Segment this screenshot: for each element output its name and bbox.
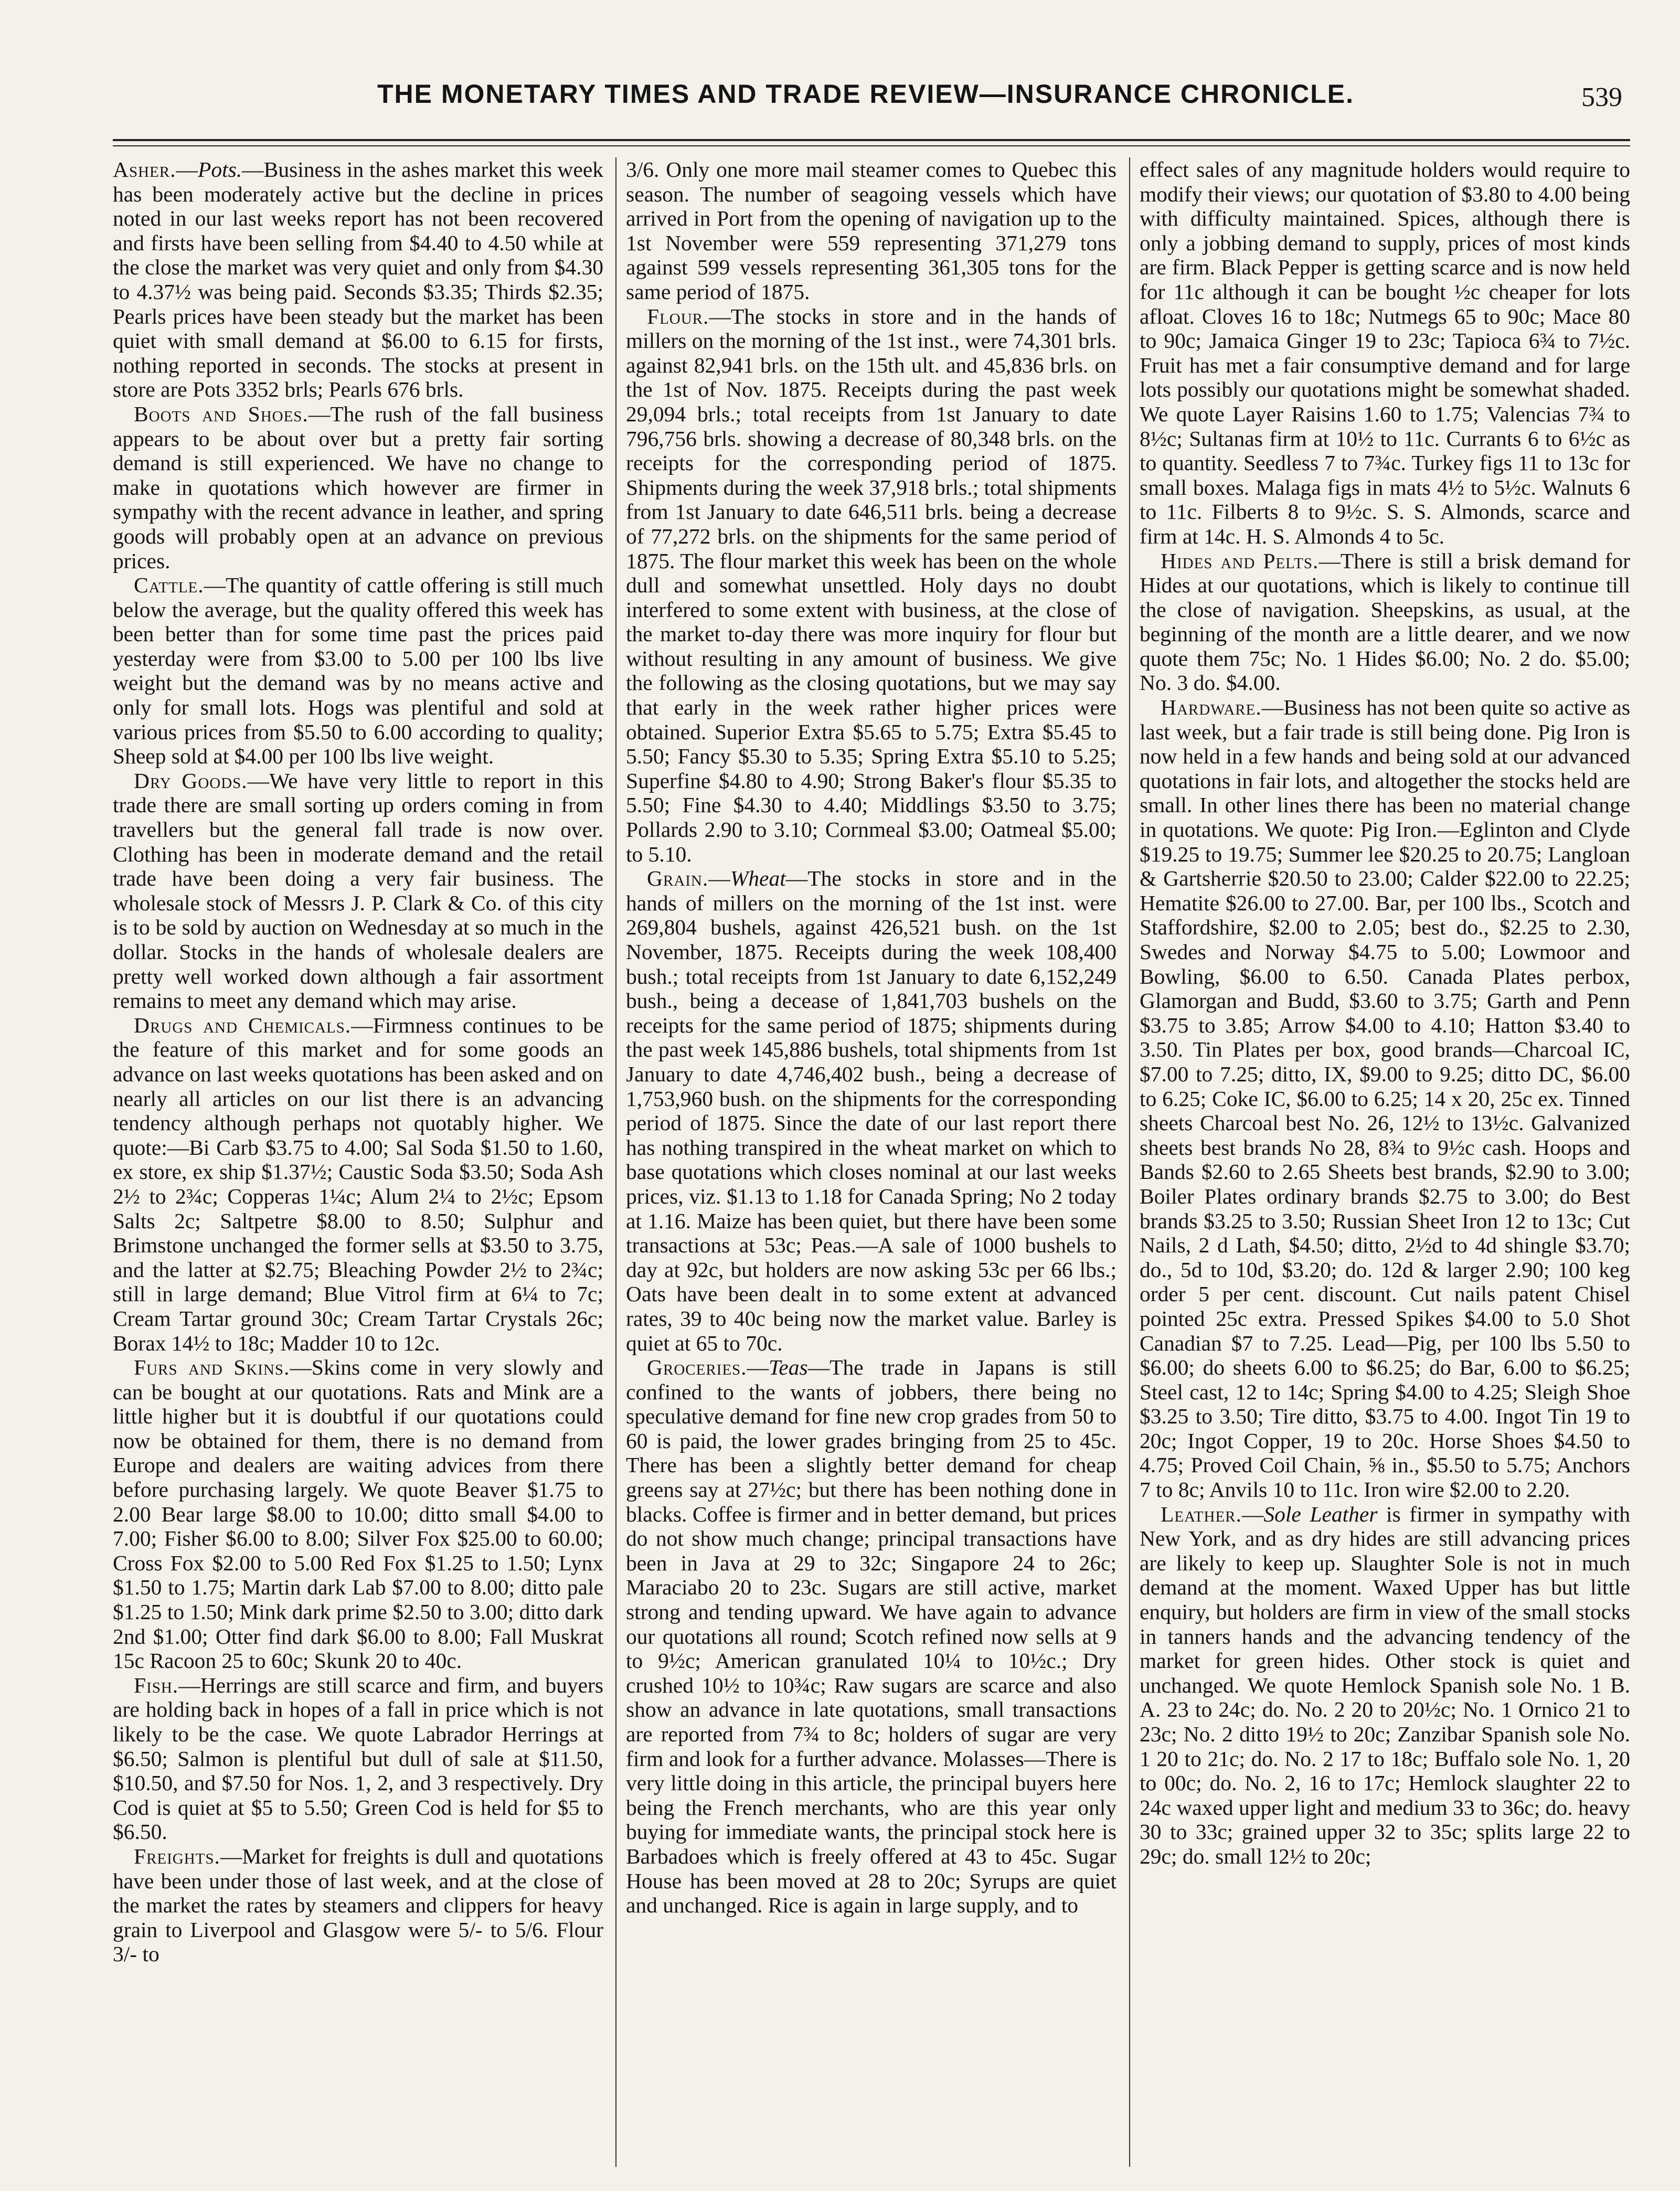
section-sub: Wheat bbox=[730, 866, 786, 891]
article-freights bbox=[113, 1844, 603, 1966]
article-cattle bbox=[113, 573, 603, 769]
section-head: Boots and Shoes. bbox=[134, 401, 309, 426]
section-head: Hides and Pelts. bbox=[1161, 548, 1319, 573]
column-divider bbox=[1129, 157, 1130, 2167]
article-boots-and-shoes bbox=[113, 402, 603, 573]
section-body: —We have very little to report in this trade there are small sorting up orders coming in from travellers but the general fall trade is now over. Clothing has been in moderate demand and the retail trade have been doing a very fair business. The wholesale stock of Messrs J. P. Clark & Co. of this city is to be sold by auction on Wednesday at so much in the dollar. Stocks in the hands of wholesale dealers are pretty well worked down although a fair assortment remains to meet any demand which may arise. bbox=[113, 768, 603, 1013]
article-fish bbox=[113, 1673, 603, 1844]
section-head: Furs and Skins. bbox=[134, 1355, 290, 1380]
article-groceries: Groceries.—Teas—The trade in Japans is still confined to the wants of jobbers, there being no speculative demand for fine new crop grades from 50 to 60 is paid, the lower grades bringing from 25 to 45c. There has been a slightly better demand for cheap greens say at 27½c; but there has been nothing done in blacks. Coffee is firmer and in better demand, but prices do not show much change; principal transactions have been in Java at 29 to 32c; Singapore 24 to 26c; Maraciabo 20 to 23c. Sugars are still active, market strong and tending upward. We have again to advance our quotations all round; Scotch refined now sells at 9 to 9½c; American granulated 10¼ to 10½c.; Dry crushed 10½ to 10¾c; Raw sugars are scarce and also show an advance in late quotations, small transactions are reported from 7¾ to 8c; holders of sugar are very firm and look for a further advance. Molasses—There is very little doing in this article, the principal buyers here being the French merchants, who are this year only buying for immediate wants, the principal stock here is Barbadoes which is freely offered at 43 to 45c. Sugar House has been moved at 28 to 20c; Syrups are quiet and unchanged. Rice is again in large supply, and to bbox=[626, 1355, 1117, 1918]
section-body: —Herrings are still scarce and firm, and buyers are holding back in hopes of a fall in price which is not likely to be the case. We quote Labrador Herrings at $6.50; Salmon is plentiful but dull of sale at $11.50, $10.50, and $7.50 for Nos. 1, 2, and 3 respectively. Dry Cod is quiet at $5 to 5.50; Green Cod is held for $5 to $6.50. bbox=[113, 1673, 603, 1844]
article-hardware bbox=[1140, 695, 1630, 1502]
article-flour bbox=[626, 304, 1117, 867]
column-3 bbox=[1140, 157, 1630, 2167]
article-grain: Grain.—Wheat—The stocks in store and in the hands of millers on the morning of the 1st inst. were 269,804 bushels, against 426,521 bush. on the 1st November, 1875. Receipts during the week 108,400 bush.; total receipts from 1st January to date 6,152,249 bush., being a decease of 1,841,703 bushels on the receipts for the same period of 1875; shipments during the past week 145,886 bushels, total shipments from 1st January to date 4,746,402 bush., being a decrease of 1,753,960 bush. on the shipments for the corresponding period of 1875. Since the date of our last report there has nothing transpired in the wheat market on which to base quotations which closes nominal at our last weeks prices, viz. $1.13 to 1.18 for Canada Spring; No 2 today at 1.16. Maize has been quiet, but there have been some transactions at 53c; Peas.—A sale of 1000 bushels to day at 92c, but holders are now asking 53c per 66 lbs.; Oats have been dealt in to some extent at advanced rates, 39 to 40c being now the market value. Barley is quiet at 65 to 70c. bbox=[626, 866, 1117, 1355]
section-head: Cattle. bbox=[134, 573, 204, 598]
column-1 bbox=[113, 157, 603, 2167]
column-divider bbox=[615, 157, 616, 2167]
section-head: Groceries. bbox=[647, 1355, 747, 1380]
section-body: —Skins come in very slowly and can be bought at our quotations. Rats and Mink are a little higher but it is doubtful if our quotations could now be obtained for them, there is no demand from Europe and dealers are waiting advices from there before purchasing largely. We quote Beaver $1.75 to 2.00 Bear large $8.00 to 10.00; ditto small $4.00 to 7.00; Fisher $6.00 to 8.00; Silver Fox $25.00 to 60.00; Cross Fox $2.00 to 5.00 Red Fox $1.25 to 1.50; Lynx $1.50 to 1.75; Martin dark Lab $7.00 to 8.00; ditto pale $1.25 to 1.50; Mink dark prime $2.50 to 3.00; ditto dark 2nd $1.00; Otter find dark $6.00 to 8.00; Fall Muskrat 15c Racoon 25 to 60c; Skunk 20 to 40c. bbox=[113, 1355, 603, 1673]
section-head: Leather. bbox=[1161, 1502, 1242, 1526]
article-groceries-continued: effect sales of any magnitude holders would require to modify their views; our quotation of $3.80 to 4.00 being with difficulty maintained. Spices, although there is only a jobbing demand to supply, prices of most kinds are firm. Black Pepper is getting scarce and is now held for 11c although it can be bought ½c cheaper for lots afloat. Cloves 16 to 18c; Nutmegs 65 to 90c; Mace 80 to 90c; Jamaica Ginger 19 to 23c; Tapioca 6¾ to 7½c. Fruit has met a fair consumptive demand and for large lots possibly our quotations might be somewhat shaded. We quote Layer Raisins 1.60 to 1.75; Valencias 7¾ to 8½c; Sultanas firm at 10½ to 11c. Currants 6 to 6½c as to quantity. Seedless 7 to 7¾c. Turkey figs 11 to 13c for small boxes. Malaga figs in mats 4½ to 5½c. Walnuts 6 to 11c. Filberts 8 to 9½c. S. S. Almonds, scarce and firm at 14c. H. S. Almonds 4 to 5c. bbox=[1140, 157, 1630, 548]
article-drugs-and-chemicals bbox=[113, 1013, 603, 1355]
section-body: —Business has not been quite so active as last week, but a fair trade is still being done. Pig Iron is now held in a few hands and being sold at our advanced quotations in fair lots, and altogether the stocks held are small. In other lines there has been no material change in quotations. We quote: Pig Iron.—Eglinton and Clyde $19.25 to 19.75; Summer lee $20.25 to 20.75; Langloan & Gartsherrie $20.50 to 23.00; Calder $22.00 to 22.25; Hematite $26.00 to 27.00. Bar, per 100 lbs., Scotch and Staffordshire, $2.00 to 2.05; best do., $2.25 to 2.30, Swedes and Norway $4.75 to 5.00; Lowmoor and Bowling, $6.00 to 6.50. Canada Plates perbox, Glamorgan and Budd, $3.60 to 3.75; Garth and Penn $3.75 to 3.85; Arrow $4.00 to 4.10; Hatton $3.40 to 3.50. Tin Plates per box, good brands—Charcoal IC, $7.00 to 7.25; ditto, IX, $9.00 to 9.25; ditto DC, $6.00 to 6.25; Coke IC, $6.00 to 6.25; 14 x 20, 25c ex. Tinned sheets Charcoal best No. 26, 12½ to 13½c. Galvanized sheets best brands No 28, 8¾ to 9½c cash. Hoops and Bands $2.60 to 2.65 Sheets best brands, $2.90 to 3.00; Boiler Plates ordinary brands $2.75 to 3.00; do Best brands $3.25 to 3.50; Russian Sheet Iron 12 to 13c; Cut Nails, 2 d Lath, $4.50; ditto, 2½d to 4d shingle $3.70; do., 5d to 10d, $3.20; do. 12d & larger 2.90; 100 keg order 5 per cent. discount. Cut nails patent Chisel pointed 25c extra. Pressed Spikes $4.00 to 5.0 Shot Canadian $7 to 7.25. Lead—Pig, per 100 lbs 5.50 to $6.00; do sheets 6.00 to $6.25; do Bar, 6.00 to $6.25; Steel cast, 12 to 14c; Spring $4.00 to 4.25; Sleigh Shoe $3.25 to 3.50; Tire ditto, $3.75 to 4.00. Ingot Tin 19 to 20c; Ingot Copper, 19 to 20c. Horse Shoes $4.50 to 4.75; Proved Coil Chain, ⅝ in., $5.50 to 5.75; Anchors 7 to 8c; Anvils 10 to 11c. Iron wire $2.00 to 2.20. bbox=[1140, 695, 1630, 1502]
page-number: 539 bbox=[1581, 82, 1622, 112]
section-body: —The rush of the fall business appears to be about over but a pretty fair sorting demand is still experienced. We have no change to make in quotations which however are firmer in sympathy with the recent advance in leather, and spring goods will probably open at an advance on previous prices. bbox=[113, 401, 603, 573]
article-leather: Leather.—Sole Leather is firmer in sympathy with New York, and as dry hides are still advancing prices are likely to keep up. Slaughter Sole is not in much demand at the moment. Waxed Upper has but little enquiry, but holders are firm in view of the small stocks in tanners hands and the advancing tendency of the market for green hides. Other stock is quiet and unchanged. We quote Hemlock Spanish sole No. 1 B. A. 23 to 24c; do. No. 2 20 to 20½c; No. 1 Ornico 21 to 23c; No. 2 ditto 19½ to 20c; Zanzibar Spanish sole No. 1 20 to 21c; do. No. 2 17 to 18c; Buffalo sole No. 1, 20 to 00c; do. No. 2, 16 to 17c; Hemlock slaughter 22 to 24c waxed upper light and medium 33 to 36c; do. heavy 30 to 33c; grained upper 32 to 35c; splits large 22 to 29c; do. small 12½ to 20c; bbox=[1140, 1502, 1630, 1868]
section-head: Hardware. bbox=[1161, 695, 1262, 720]
section-head: Grain. bbox=[647, 866, 709, 891]
section-sub: Pots. bbox=[197, 157, 242, 182]
running-title: THE MONETARY TIMES AND TRADE REVIEW—INSURANCE CHRONICLE. bbox=[377, 79, 1355, 109]
section-head: Dry Goods. bbox=[134, 768, 248, 793]
text-columns bbox=[113, 157, 1630, 2172]
section-head: Freights. bbox=[134, 1844, 220, 1868]
section-body: —The stocks in store and in the hands of millers on the morning of the 1st inst., were 74,301 brls. against 82,941 brls. on the 15th ult. and 45,836 brls. on the 1st of Nov. 1875. Receipts during the past week 29,094 brls.; total receipts from 1st January to date 796,756 brls. showing a decrease of 80,348 brls. on the receipts for the corresponding period of 1875. Shipments during the week 37,918 brls.; total shipments from 1st January to date 646,511 brls. being a decrease of 77,272 brls. on the shipments for the same period of 1875. The flour market this week has been on the whole dull and somewhat unsettled. Holy days no doubt interfered to some extent with business, at the close of the market to-day there was more inquiry for flour but without resulting in any amount of business. We give the following as the closing quotations, but we may say that early in the week rather higher prices were obtained. Superior Extra $5.65 to 5.75; Extra $5.45 to 5.50; Fancy $5.30 to 5.35; Spring Extra $5.10 to 5.25; Superfine $4.80 to 4.90; Strong Baker's flour $5.35 to 5.50; Fine $4.30 to 4.40; Middlings $3.50 to 3.75; Pollards 2.90 to 3.10; Cornmeal $3.00; Oatmeal $5.00; to 5.10. bbox=[626, 304, 1117, 866]
section-head: Drugs and Chemicals. bbox=[134, 1013, 352, 1037]
article-hides-and-pelts bbox=[1140, 549, 1630, 696]
section-body: —Business in the ashes market this week has been moderately active but the decline in prices noted in our last weeks report has not been recovered and firsts have been selling from $4.40 to 4.50 while at the close the market was very quiet and only from $4.30 to 4.37½ was being paid. Seconds $3.35; Thirds $2.35; Pearls prices have been steady but the market has been quiet with small demand at $6.00 to 6.15 for firsts, nothing reported in seconds. The stocks at present in store are Pots 3352 brls; Pearls 676 brls. bbox=[113, 157, 603, 402]
article-ashes: Asher.—Pots.—Business in the ashes market this week has been moderately active but the decline in prices noted in our last weeks report has not been recovered and firsts have been selling from $4.40 to 4.50 while at the close the market was very quiet and only from $4.30 to 4.37½ was being paid. Seconds $3.35; Thirds $2.35; Pearls prices have been steady but the market has been quiet with small demand at $6.00 to 6.15 for firsts, nothing reported in seconds. The stocks at present in store are Pots 3352 brls; Pearls 676 brls. bbox=[113, 157, 603, 402]
article-freights-continued: 3/6. Only one more mail steamer comes to Quebec this season. The number of seagoing vessels which have arrived in Port from the opening of navigation up to the 1st November were 559 representing 371,279 tons against 599 vessels representing 361,305 tons for the same period of 1875. bbox=[626, 157, 1117, 304]
section-body: is firmer in sympathy with New York, and as dry hides are still advancing prices are likely to keep up. Slaughter Sole is not in much demand at the moment. Waxed Upper has but little enquiry, but holders are firm in view of the small stocks in tanners hands and the advancing tendency of the market for green hides. Other stock is quiet and unchanged. We quote Hemlock Spanish sole No. 1 B. A. 23 to 24c; do. No. 2 20 to 20½c; No. 1 Ornico 21 to 23c; No. 2 ditto 19½ to 20c; Zanzibar Spanish sole No. 1 20 to 21c; do. No. 2 17 to 18c; Buffalo sole No. 1, 20 to 00c; do. No. 2, 16 to 17c; Hemlock slaughter 22 to 24c waxed upper light and medium 33 to 36c; do. heavy 30 to 33c; grained upper 32 to 35c; splits large 22 to 29c; do. small 12½ to 20c; bbox=[1140, 1502, 1630, 1868]
column-2 bbox=[626, 157, 1117, 2167]
section-sub: Teas bbox=[769, 1355, 808, 1380]
section-head: Fish. bbox=[134, 1673, 179, 1697]
section-body: —There is still a brisk demand for Hides at our quotations, which is likely to continue till the close of navigation. Sheepskins, as usual, at the beginning of the month are a little dearer, and we now quote them 75c; No. 1 Hides $6.00; No. 2 do. $5.00; No. 3 do. $4.00. bbox=[1140, 548, 1630, 695]
section-body: —The stocks in store and in the hands of millers on the morning of the 1st inst. were 269,804 bushels, against 426,521 bush. on the 1st November, 1875. Receipts during the week 108,400 bush.; total receipts from 1st January to date 6,152,249 bush., being a decease of 1,841,703 bushels on the receipts for the same period of 1875; shipments during the past week 145,886 bushels, total shipments from 1st January to date 4,746,402 bush., being a decrease of 1,753,960 bush. on the shipments for the corresponding period of 1875. Since the date of our last report there has nothing transpired in the wheat market on which to base quotations which closes nominal at our last weeks prices, viz. $1.13 to 1.18 for Canada Spring; No 2 today at 1.16. Maize has been quiet, but there have been some transactions at 53c; Peas.—A sale of 1000 bushels to day at 92c, but holders are now asking 53c per 66 lbs.; Oats have been dealt in to some extent at advanced rates, 39 to 40c being now the market value. Barley is quiet at 65 to 70c. bbox=[626, 866, 1117, 1355]
section-body: —Market for freights is dull and quotations have been under those of last week, and at the close of the market the rates by steamers and clippers for heavy grain to Liverpool and Glasgow were 5/- to 5/6. Flour 3/- to bbox=[113, 1844, 603, 1966]
article-furs-and-skins bbox=[113, 1355, 603, 1673]
section-body: —Firmness continues to be the feature of this market and for some goods an advance on last weeks quotations has been asked and on nearly all articles on our list there is an advancing tendency although perhaps not quotably higher. We quote:—Bi Carb $3.75 to 4.00; Sal Soda $1.50 to 1.60, ex store, ex ship $1.37½; Caustic Soda $3.50; Soda Ash 2½ to 2¾c; Copperas 1¼c; Alum 2¼ to 2½c; Epsom Salts 2c; Saltpetre $8.00 to 8.50; Sulphur and Brimstone unchanged the former sells at $3.50 to 3.75, and the latter at $2.75; Bleaching Powder 2½ to 2¾c; still in large demand; Blue Vitrol firm at 6¼ to 7c; Cream Tartar ground 30c; Cream Tartar Crystals 26c; Borax 14½ to 18c; Madder 10 to 12c. bbox=[113, 1013, 603, 1355]
header-rule bbox=[113, 139, 1630, 146]
article-dry-goods bbox=[113, 769, 603, 1013]
section-body: —The trade in Japans is still confined to the wants of jobbers, there being no speculative demand for fine new crop grades from 50 to 60 is paid, the lower grades bringing from 25 to 45c. There has been a slightly better demand for cheap greens say at 27½c; but there has been nothing done in blacks. Coffee is firmer and in better demand, but prices do not show much change; principal transactions have been in Java at 29 to 32c; Singapore 24 to 26c; Maraciabo 20 to 23c. Sugars are still active, market strong and tending upward. We have again to advance our quotations all round; Scotch refined now sells at 9 to 9½c; American granulated 10¼ to 10½c.; Dry crushed 10½ to 10¾c; Raw sugars are scarce and also show an advance in late quotations, small transactions are reported from 7¾ to 8c; holders of sugar are very firm and look for a further advance. Molasses—There is very little doing in this article, the principal buyers here being the French merchants, who are this year only buying for immediate wants, the principal stock here is Barbadoes which is freely offered at 43 to 45c. Sugar House has been moved at 28 to 20c; Syrups are quiet and unchanged. Rice is again in large supply, and to bbox=[626, 1355, 1117, 1918]
section-sub: Sole Leather bbox=[1263, 1502, 1378, 1526]
section-head: Asher. bbox=[113, 157, 176, 182]
section-head: Flour. bbox=[647, 304, 709, 328]
section-body: —The quantity of cattle offering is still much below the average, but the quality offered this week has been better than for some time past the prices paid yesterday were from $3.00 to 5.00 per 100 lbs live weight but the demand was by no means active and only for small lots. Hogs was plentiful and sold at various prices from $5.50 to 6.00 according to quality; Sheep sold at $4.00 per 100 lbs live weight. bbox=[113, 573, 603, 769]
